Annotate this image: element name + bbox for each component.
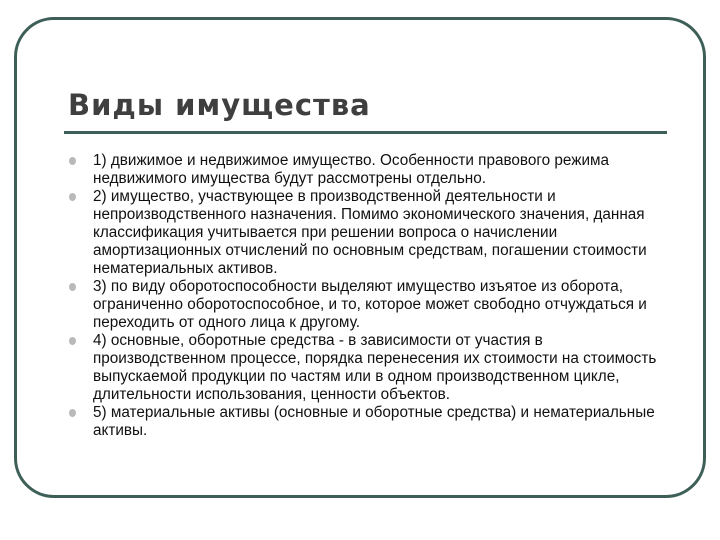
list-item-text: 1) движимое и недвижимое имущество. Особенности правового режима недвижимого имущества будут рассмотрены отдельно.: [93, 152, 610, 187]
bullet-list: [66, 152, 666, 440]
list-item: [66, 278, 666, 332]
bullet-icon: [69, 193, 76, 201]
list-item-text: 5) материальные активы (основные и оборотные средства) и нематериальные активы.: [93, 404, 655, 439]
slide-title: Виды имущества: [68, 88, 371, 122]
list-item: [66, 332, 666, 404]
list-item-text: 3) по виду оборотоспособности выделяют имущество изъятое из оборота, ограниченно оборотоспособное, и то, которое может свободно отчуждаться и переходить от одного лица к другому.: [93, 278, 647, 331]
list-item-text: 2) имущество, участвующее в производственной деятельности и непроизводственного назначения. Помимо экономического значения, данная классификация учитывается при решении вопроса о начислении амортизационных отчислений по основным средствам, погашении стоимости нематериальных активов.: [93, 188, 647, 277]
list-item: [66, 152, 666, 188]
list-item-text: 4) основные, оборотные средства - в зависимости от участия в производственном процессе, порядка перенесения их стоимости на стоимость выпускаемой продукции по частям или в одном производственном цикле, длительности использования, ценности объектов.: [93, 332, 657, 403]
title-divider: [64, 131, 667, 134]
bullet-icon: [69, 337, 76, 345]
bullet-icon: [69, 157, 76, 165]
bullet-icon: [69, 409, 76, 417]
bullet-icon: [69, 283, 76, 291]
list-item: [66, 188, 666, 278]
list-item: [66, 404, 666, 440]
